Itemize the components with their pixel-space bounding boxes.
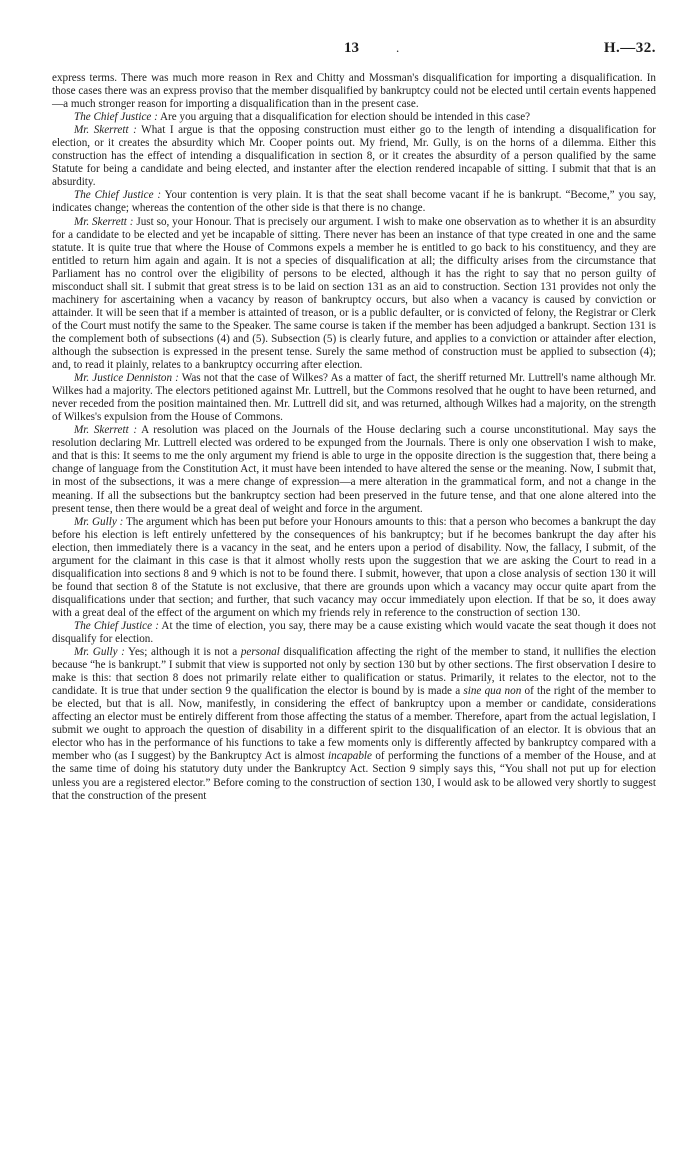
italic-text: sine qua non — [463, 685, 522, 698]
paragraph — [52, 216, 656, 373]
speaker-name: The Chief Justice : — [74, 111, 158, 124]
paragraph — [52, 124, 656, 189]
paragraph-text: Was not that the case of Wilkes? As a matter of fact, the sheriff returned Mr. Luttrell's name although Mr. Wilkes had a majority. The electors petitioned against Mr. Luttrell, but the Commons resolved that he ought to have been returned, and never receded from the position maintained then. Mr. Luttrell did sit, and was returned, although Wilkes had a majority, on the strength of Wilkes's expulsion from the House of Commons. — [52, 372, 656, 424]
paragraph-text: disqualification affecting the right of the member to stand, it nullifies the election because “he is bankrupt.” I submit that view is supported not only by section 130 but by other sections. The first observation I desire to make is this: that section 8 does not primarily relate either to qualification or status. Primarily, it relates to the elector, not to the candidate. It is true that under section 9 the qualification the elector is bound by is made a — [52, 646, 656, 698]
document-reference: H.—32. — [603, 40, 656, 56]
paragraph — [52, 372, 656, 424]
speaker-name: The Chief Justice : — [74, 619, 159, 632]
paragraph-text: Yes; although it is not a — [124, 646, 241, 659]
page-header — [52, 36, 656, 72]
paragraph-text: Your contention is very plain. It is that the seat shall become vacant if he is bankrupt. “Become,” you say, indicates change; whereas the contention of the other side is that there is no change. — [52, 189, 656, 215]
italic-text: incapable — [328, 750, 372, 763]
paragraph-text: of performing the functions of a member of the House, and at the same time of doing his statutory duty under the Bankruptcy Act. Section 9 simply says this, “You shall not put up for election unless you are a registered elector.” Before coming to the construction of section 130, I would ask to be allowed very shortly to suggest that the construction of the present — [52, 750, 656, 802]
paragraph-text: express terms. There was much more reason in Rex and Chitty and Mossman's disqualification for importing a disqualification. In those cases there was an express proviso that the member disqualified by bankruptcy could not be elected until certain events happened—a much stronger reason for importing a disqualification than in the present case. — [52, 72, 656, 111]
paragraph — [52, 646, 656, 803]
paragraph-text: What I argue is that the opposing construction must either go to the length of intending a disqualification for election, or it creates the absurdity which Mr. Cooper points out. My friend, Mr. Gully, is on the horns of a dilemma. Either this construction has the effect of intending a disqualification in section 8, or it creates the absurdity of a person qualified by the same Statute for being a candidate and being elected, and instanter after the election rendered incapable of sitting. I submit that that is an absurdity. — [52, 124, 656, 189]
speaker-name: Mr. Gully : — [74, 646, 125, 659]
paragraph-text: A resolution was placed on the Journals of the House declaring such a course unconstitutional. May says the resolution declaring Mr. Luttrell elected was ordered to be expunged from the Journals. There is only one observation I wish to make, and that is this: It seems to me the only argument my friend is able to urge in the opposite direction is the suggestion that, there being a change of language from the Constitution Act, it must have been intended to have altered the sense or the meaning. Now, I submit that, in most of the subsections, it was a mere change of expression—a mere alteration in the grammatical form, and not a change in the meaning. If all the subsections but the bankruptcy section had been preserved in the future tense, and that one alone altered into the present tense, then there would be a great deal of weight and force in the argument. — [52, 424, 656, 515]
paragraph — [52, 424, 656, 515]
paragraph — [52, 111, 656, 124]
paragraph — [52, 72, 656, 111]
paragraph — [52, 620, 656, 646]
italic-text: personal — [240, 646, 280, 659]
header-separator: . — [396, 40, 400, 55]
paragraph-text: of the right of the member to be elected, but that is all. Now, manifestly, in considering the effect of bankruptcy upon a member or candidate, considerations affecting an elector must be entirely different from those affecting the status of a member. Therefore, apart from the actual legislation, I submit we ought to approach the question of disability in a different spirit to the disqualification of an elector. It is obvious that an elector who has in the performance of his functions to take a few moments only is differently affected by bankruptcy compared with a member who (as I suggest) by the Bankruptcy Act is almost — [52, 685, 656, 763]
paragraph-text: Just so, your Honour. That is precisely our argument. I wish to make one observation as to whether it is an absurdity for a candidate to be elected and yet be incapable of sitting. There never has been an instance of that type created in one and the same statute. It is quite true that where the House of Commons expels a member he is entitled to go back to his constituency, and they are entitled to return him again and again. It is not a species of disqualification at all; the difficulty arises from the circumstance that Parliament has no control over the eligibility of persons to be elected, although it has the right to say that no person guilty of misconduct shall sit. I submit that great stress is to be laid on section 131 as an aid to construction. Section 131 provides not only the machinery for ascertaining when a vacancy by reason of bankruptcy occurs, but also when a vacancy is caused by conviction or attainder. It will be seen that if a member is attainted of treason, or is a public defaulter, or is convicted of felony, the Registrar or Clerk of the Court must notify the same to the Speaker. The same course is taken if the member has been adjudged a bankrupt. Section 131 is the complement both of subsections (4) and (5). Subsection (5) is clearly future, and applies to a conviction or attainder after election, although the subsection is expressed in the present tense. Surely the same method of construction must be applied to subsection (4); and, to read it plainly, relates to a bankruptcy occurring after election. — [52, 215, 656, 372]
speaker-name: The Chief Justice : — [74, 189, 162, 202]
paragraph-text: The argument which has been put before your Honours amounts to this: that a person who becomes a bankrupt the day before his election is left entirely unfettered by the consequences of his bankruptcy; but if he becomes bankrupt the day after his election, then immediately there is a vacancy in the seat, and he enters upon a period of disability. Now, the fallacy, I submit, of the argument for the claimant in this case is that it almost wholly rests upon the suggestion that we are asking the Court to read in a disqualification into sections 8 and 9 which is not to be found there. I submit, however, that upon a close analysis of section 130 it will be found that section 8 of the Statute is not exclusive, that there are grounds upon which a vacancy may occur quite apart from the disqualifications under that section; and further, that such vacancy may occur immediately upon election. If that be so, it does away with a great deal of the effect of the argument on which my friends rely in reference to the construction of section 130. — [52, 515, 656, 619]
paragraph-text: At the time of election, you say, there may be a cause existing which would vacate the seat though it does not disqualify for election. — [52, 619, 657, 646]
page-body — [52, 72, 656, 803]
paragraph-text: Are you arguing that a disqualification for election should be intended in this case? — [157, 111, 531, 124]
speaker-name: Mr. Skerrett : — [74, 124, 137, 137]
speaker-name: Mr. Skerrett : — [74, 424, 138, 437]
speaker-name: Mr. Justice Denniston : — [74, 372, 179, 385]
paragraph — [52, 189, 656, 215]
speaker-name: Mr. Gully : — [74, 515, 124, 528]
page-number: 13 — [344, 40, 359, 56]
speaker-name: Mr. Skerrett : — [74, 215, 134, 228]
paragraph — [52, 516, 656, 620]
